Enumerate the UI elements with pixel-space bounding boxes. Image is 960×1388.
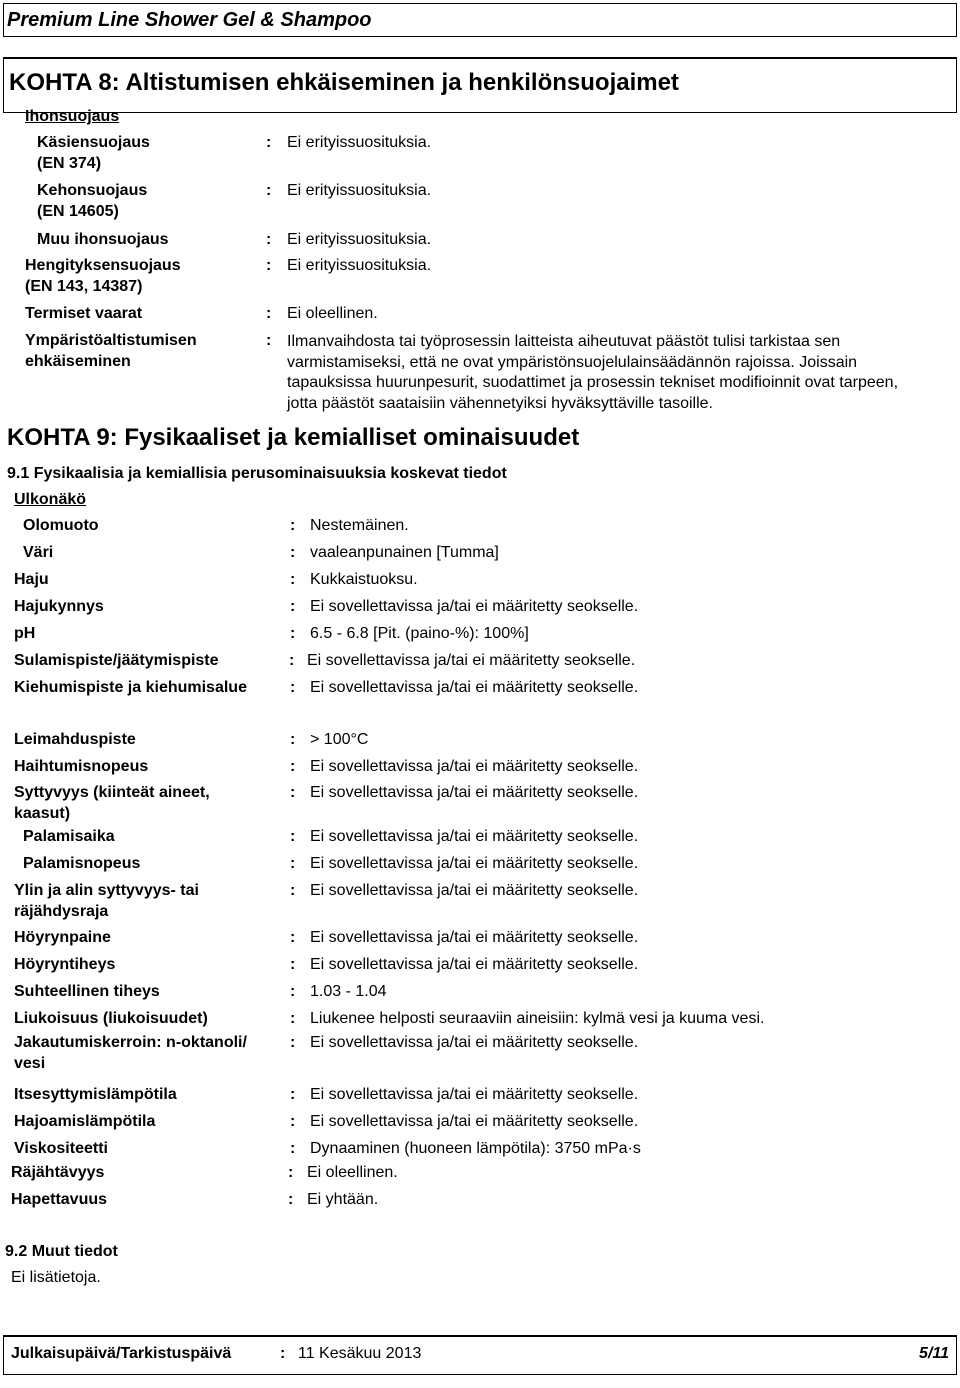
palamisaika-value: Ei sovellettavissa ja/tai ei määritetty seokselle. bbox=[310, 828, 639, 845]
haihtumisnopeus-colon: : bbox=[290, 758, 296, 775]
hoyrynpaine-value: Ei sovellettavissa ja/tai ei määritetty seokselle. bbox=[310, 929, 639, 946]
ph-label: pH bbox=[14, 625, 36, 642]
muu-ihonsuojaus-colon: : bbox=[266, 231, 272, 248]
palamisnopeus-colon: : bbox=[290, 855, 296, 872]
palamisaika-colon: : bbox=[290, 828, 296, 845]
liukoisuus-liukoisuudet-label: Liukoisuus (liukoisuudet) bbox=[14, 1010, 208, 1027]
leimahduspiste-label: Leimahduspiste bbox=[14, 731, 136, 748]
footer-date-label: Julkaisupäivä/Tarkistuspäivä bbox=[11, 1345, 232, 1362]
other-info-text: Ei lisätietoja. bbox=[11, 1269, 101, 1286]
kasiensuojaus-label: Käsiensuojaus (EN 374) bbox=[37, 134, 150, 172]
olomuoto-label: Olomuoto bbox=[23, 517, 99, 534]
ylin-ja-alin-syttyvyys-tai-label: Ylin ja alin syttyvyys- tai räjähdysraja bbox=[14, 882, 199, 920]
sulamispiste-jaatymispiste-label: Sulamispiste/jäätymispiste bbox=[14, 652, 219, 669]
haju-label: Haju bbox=[14, 571, 49, 588]
haju-colon: : bbox=[290, 571, 296, 588]
leimahduspiste-value: > 100°C bbox=[310, 731, 369, 748]
palamisnopeus-label: Palamisnopeus bbox=[23, 855, 141, 872]
sulamispiste-jaatymispiste-colon: : bbox=[289, 652, 295, 669]
skin-protection-heading: Ihonsuojaus bbox=[25, 108, 120, 125]
rajahtavyys-label: Räjähtävyys bbox=[11, 1164, 105, 1181]
page-number: 5/11 bbox=[919, 1345, 949, 1362]
section-8-heading-box bbox=[3, 57, 957, 113]
jakautumiskerroin-n-oktanoli-value: Ei sovellettavissa ja/tai ei määritetty seokselle. bbox=[310, 1034, 639, 1051]
jakautumiskerroin-n-oktanoli-colon: : bbox=[290, 1034, 296, 1051]
termiset-vaarat-colon: : bbox=[266, 305, 272, 322]
haihtumisnopeus-label: Haihtumisnopeus bbox=[14, 758, 149, 775]
ylin-ja-alin-syttyvyys-tai-colon: : bbox=[290, 882, 296, 899]
vari-label: Väri bbox=[23, 544, 54, 561]
hoyrynpaine-colon: : bbox=[290, 929, 296, 946]
syttyvyys-kiinteat-aineet-value: Ei sovellettavissa ja/tai ei määritetty seokselle. bbox=[310, 784, 639, 801]
rajahtavyys-value: Ei oleellinen. bbox=[307, 1164, 398, 1181]
kiehumispiste-ja-kiehumisalue-value: Ei sovellettavissa ja/tai ei määritetty seokselle. bbox=[310, 679, 639, 696]
kiehumispiste-ja-kiehumisalue-colon: : bbox=[290, 679, 296, 696]
muu-ihonsuojaus-value: Ei erityissuosituksia. bbox=[287, 231, 432, 248]
hoyryntiheys-label: Höyryntiheys bbox=[14, 956, 116, 973]
environmental-exposure-value: Ilmanvaihdosta tai työprosessin laitteista aiheutuvat päästöt tulisi tarkistaa sen varmistamiseksi, että ne ovat ympäristönsuojelulainsäädännön rajoissa. Joissain tapauksissa huurunpesurit, suodattimet ja prosessin tekniset modifioinnit ovat tarpeen, jotta päästöt saataisiin vähennetyiksi hyväksyttäville tasoille. bbox=[287, 333, 899, 412]
olomuoto-value: Nestemäinen. bbox=[310, 517, 409, 534]
vari-colon: : bbox=[290, 544, 296, 561]
footer-date: 11 Kesäkuu 2013 bbox=[298, 1345, 422, 1362]
hajoamislampotila-value: Ei sovellettavissa ja/tai ei määritetty seokselle. bbox=[310, 1113, 639, 1130]
hajoamislampotila-label: Hajoamislämpötila bbox=[14, 1113, 156, 1130]
itsesyttymislampotila-colon: : bbox=[290, 1086, 296, 1103]
liukoisuus-liukoisuudet-colon: : bbox=[290, 1010, 296, 1027]
hajukynnys-value: Ei sovellettavissa ja/tai ei määritetty seokselle. bbox=[310, 598, 639, 615]
document-header bbox=[3, 3, 957, 37]
olomuoto-colon: : bbox=[290, 517, 296, 534]
hoyryntiheys-value: Ei sovellettavissa ja/tai ei määritetty seokselle. bbox=[310, 956, 639, 973]
suhteellinen-tiheys-colon: : bbox=[290, 983, 296, 1000]
kiehumispiste-ja-kiehumisalue-label: Kiehumispiste ja kiehumisalue bbox=[14, 679, 247, 696]
kehonsuojaus-label: Kehonsuojaus (EN 14605) bbox=[37, 182, 148, 220]
syttyvyys-kiinteat-aineet-label: Syttyvyys (kiinteät aineet, kaasut) bbox=[14, 784, 210, 822]
kasiensuojaus-value: Ei erityissuosituksia. bbox=[287, 134, 432, 151]
ph-colon: : bbox=[290, 625, 296, 642]
rajahtavyys-colon: : bbox=[288, 1164, 294, 1181]
muu-ihonsuojaus-label: Muu ihonsuojaus bbox=[37, 231, 169, 248]
hengityksensuojaus-value: Ei erityissuosituksia. bbox=[287, 257, 432, 274]
document-footer bbox=[3, 1335, 957, 1375]
suhteellinen-tiheys-label: Suhteellinen tiheys bbox=[14, 983, 160, 1000]
suhteellinen-tiheys-value: 1.03 - 1.04 bbox=[310, 983, 387, 1000]
ymparistoaltistumisen-colon: : bbox=[266, 332, 272, 349]
haihtumisnopeus-value: Ei sovellettavissa ja/tai ei määritetty seokselle. bbox=[310, 758, 639, 775]
vari-value: vaaleanpunainen [Tumma] bbox=[310, 544, 499, 561]
itsesyttymislampotila-value: Ei sovellettavissa ja/tai ei määritetty seokselle. bbox=[310, 1086, 639, 1103]
hapettavuus-label: Hapettavuus bbox=[11, 1191, 108, 1208]
palamisnopeus-value: Ei sovellettavissa ja/tai ei määritetty seokselle. bbox=[310, 855, 639, 872]
termiset-vaarat-value: Ei oleellinen. bbox=[287, 305, 378, 322]
section-9-title: KOHTA 9: Fysikaaliset ja kemialliset ominaisuudet bbox=[7, 424, 580, 451]
viskositeetti-value: Dynaaminen (huoneen lämpötila): 3750 mPa·s bbox=[310, 1140, 641, 1157]
itsesyttymislampotila-label: Itsesyttymislämpötila bbox=[14, 1086, 177, 1103]
hapettavuus-value: Ei yhtään. bbox=[307, 1191, 379, 1208]
hapettavuus-colon: : bbox=[288, 1191, 294, 1208]
ph-value: 6.5 - 6.8 [Pit. (paino-%): 100%] bbox=[310, 625, 529, 642]
hengityksensuojaus-label: Hengityksensuojaus (EN 143, 14387) bbox=[25, 257, 181, 295]
section-9-1-heading: 9.1 Fysikaalisia ja kemiallisia perusominaisuuksia koskevat tiedot bbox=[7, 465, 507, 482]
section-8-title: KOHTA 8: Altistumisen ehkäiseminen ja henkilönsuojaimet bbox=[9, 69, 679, 96]
termiset-vaarat-label: Termiset vaarat bbox=[25, 305, 143, 322]
document-title: Premium Line Shower Gel & Shampoo bbox=[7, 9, 372, 31]
ylin-ja-alin-syttyvyys-tai-value: Ei sovellettavissa ja/tai ei määritetty seokselle. bbox=[310, 882, 639, 899]
palamisaika-label: Palamisaika bbox=[23, 828, 115, 845]
syttyvyys-kiinteat-aineet-colon: : bbox=[290, 784, 296, 801]
viskositeetti-label: Viskositeetti bbox=[14, 1140, 108, 1157]
viskositeetti-colon: : bbox=[290, 1140, 296, 1157]
liukoisuus-liukoisuudet-value: Liukenee helposti seuraaviin aineisiin: kylmä vesi ja kuuma vesi. bbox=[310, 1010, 765, 1027]
footer-colon: : bbox=[280, 1345, 286, 1362]
sulamispiste-jaatymispiste-value: Ei sovellettavissa ja/tai ei määritetty seokselle. bbox=[307, 652, 636, 669]
section-9-2-heading: 9.2 Muut tiedot bbox=[5, 1243, 118, 1260]
hajoamislampotila-colon: : bbox=[290, 1113, 296, 1130]
kehonsuojaus-colon: : bbox=[266, 182, 272, 199]
hoyrynpaine-label: Höyrynpaine bbox=[14, 929, 111, 946]
appearance-heading: Ulkonäkö bbox=[14, 491, 87, 508]
hajukynnys-colon: : bbox=[290, 598, 296, 615]
hengityksensuojaus-colon: : bbox=[266, 257, 272, 274]
kasiensuojaus-colon: : bbox=[266, 134, 272, 151]
haju-value: Kukkaistuoksu. bbox=[310, 571, 418, 588]
jakautumiskerroin-n-oktanoli-label: Jakautumiskerroin: n-oktanoli/ vesi bbox=[14, 1034, 247, 1072]
leimahduspiste-colon: : bbox=[290, 731, 296, 748]
kehonsuojaus-value: Ei erityissuosituksia. bbox=[287, 182, 432, 199]
hoyryntiheys-colon: : bbox=[290, 956, 296, 973]
hajukynnys-label: Hajukynnys bbox=[14, 598, 104, 615]
ymparistoaltistumisen-label: Ympäristöaltistumisen ehkäiseminen bbox=[25, 332, 197, 370]
